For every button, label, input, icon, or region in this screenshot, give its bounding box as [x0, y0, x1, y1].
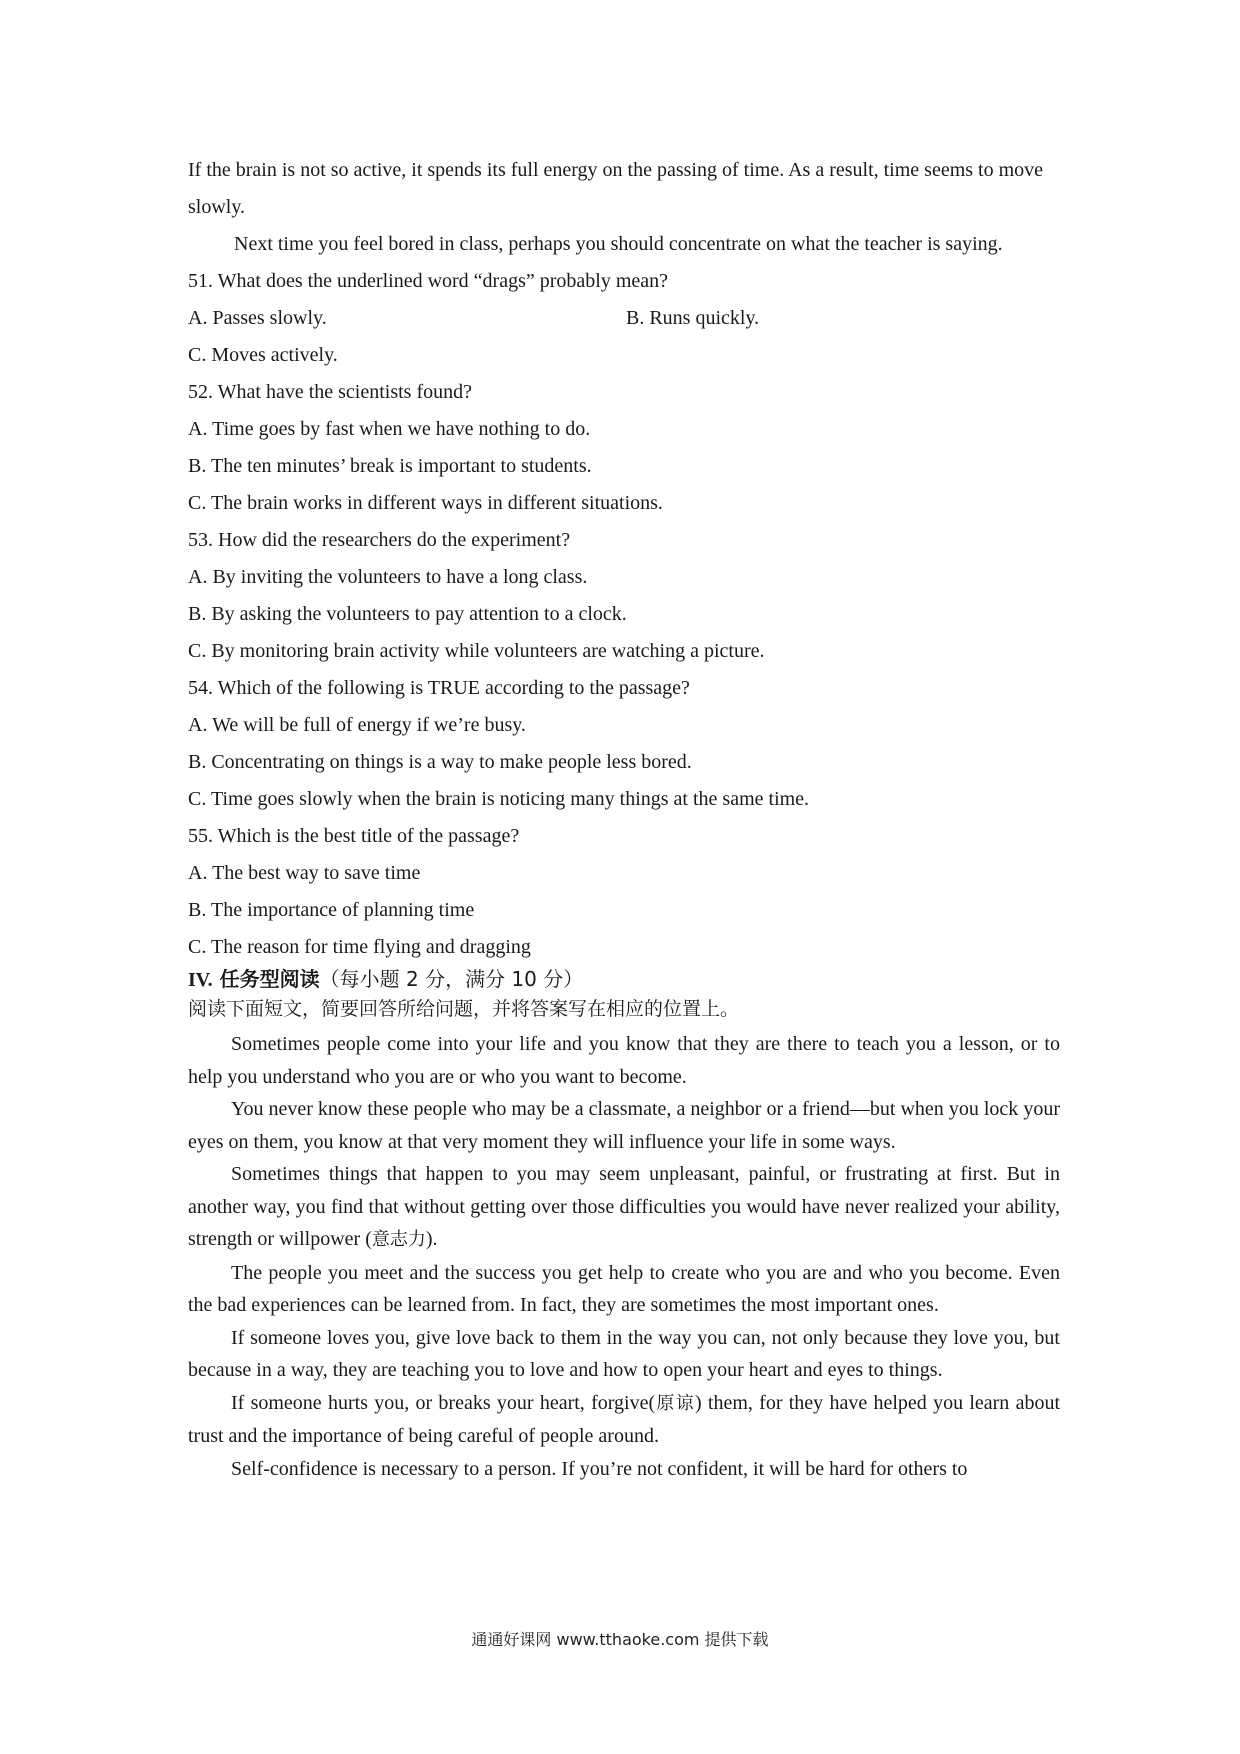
option-54-b: B. Concentrating on things is a way to make people less bored.	[188, 751, 692, 773]
exam-page	[188, 152, 1060, 1485]
question-stem-54: 54. Which of the following is TRUE according to the passage?	[188, 677, 690, 699]
reading-paragraph: Sometimes people come into your life and you know that they are there to teach you a lesson, or to help you understand who you are or who you want to become.	[188, 1033, 1060, 1088]
paragraph-text: Sometimes things that happen to you may seem unpleasant, painful, or frustrating at first. But in another way, you find that without getting over those difficulties you would have never realized your ability, strength or willpower (	[188, 1163, 1060, 1250]
option-52-a: A. Time goes by fast when we have nothing to do.	[188, 418, 591, 440]
option-51-b: B. Runs quickly.	[626, 307, 760, 329]
question-stem-52: 52. What have the scientists found?	[188, 381, 473, 403]
section-heading	[188, 966, 1060, 994]
reading-paragraph: You never know these people who may be a classmate, a neighbor or a friend—but when you lock your eyes on them, you know at that very moment they will influence your life in some ways.	[188, 1098, 1060, 1153]
option-row	[188, 300, 1060, 337]
reading-paragraph	[188, 1387, 1060, 1453]
option-52-b: B. The ten minutes’ break is important to students.	[188, 455, 592, 477]
option-54-a: A. We will be full of energy if we’re busy.	[188, 714, 526, 736]
question-stem-55: 55. Which is the best title of the passage?	[188, 825, 520, 847]
option-53-a: A. By inviting the volunteers to have a long class.	[188, 566, 588, 588]
section-instruction: 阅读下面短文，简要回答所给问题，并将答案写在相应的位置上。	[188, 998, 740, 1020]
option-53-b: B. By asking the volunteers to pay attention to a clock.	[188, 603, 627, 625]
option-51-a: A. Passes slowly.	[188, 307, 327, 329]
option-53-c: C. By monitoring brain activity while volunteers are watching a picture.	[188, 640, 765, 662]
chinese-gloss: 意志力	[371, 1229, 426, 1250]
question-stem-53: 53. How did the researchers do the experiment?	[188, 529, 571, 551]
option-54-c: C. Time goes slowly when the brain is noticing many things at the same time.	[188, 788, 810, 810]
paragraph-text: ) them, for they have helped you learn about trust and the importance of being careful of people around.	[188, 1391, 1061, 1447]
section-number: IV.	[188, 969, 213, 991]
paragraph-text: ).	[425, 1228, 438, 1250]
option-52-c: C. The brain works in different ways in different situations.	[188, 492, 663, 514]
option-55-c: C. The reason for time flying and dragging	[188, 936, 531, 958]
passage-end-paragraph: Next time you feel bored in class, perhaps you should concentrate on what the teacher is saying.	[234, 233, 1003, 255]
questions-block	[188, 152, 1060, 966]
reading-paragraph: The people you meet and the success you get help to create who you are and who you become. Even the bad experiences can be learned from. In fact, they are sometimes the most important ones.	[188, 1261, 1060, 1316]
reading-passage	[188, 1028, 1060, 1485]
section-title: 任务型阅读	[219, 967, 320, 991]
reading-paragraph: If someone loves you, give love back to them in the way you can, not only because they love you, but because in a way, they are teaching you to love and how to open your heart and eyes to things.	[188, 1326, 1060, 1381]
reading-paragraph: Self-confidence is necessary to a person. If you’re not confident, it will be hard for others to	[231, 1457, 968, 1480]
chinese-gloss: 原谅	[655, 1392, 695, 1414]
option-55-a: A. The best way to save time	[188, 862, 421, 884]
passage-end-paragraph: If the brain is not so active, it spends its full energy on the passing of time. As a result, time seems to move slowly.	[188, 159, 1044, 218]
option-51-c: C. Moves actively.	[188, 344, 338, 366]
section-score-note: （每小题 2 分，满分 10 分）	[319, 967, 584, 991]
reading-paragraph	[188, 1158, 1060, 1257]
page-footer: 通通好课网 www.tthaoke.com 提供下载	[471, 1630, 769, 1649]
option-55-b: B. The importance of planning time	[188, 899, 475, 921]
question-stem-51: 51. What does the underlined word “drags” probably mean?	[188, 270, 669, 292]
paragraph-text: If someone hurts you, or breaks your heart, forgive(	[231, 1391, 656, 1414]
